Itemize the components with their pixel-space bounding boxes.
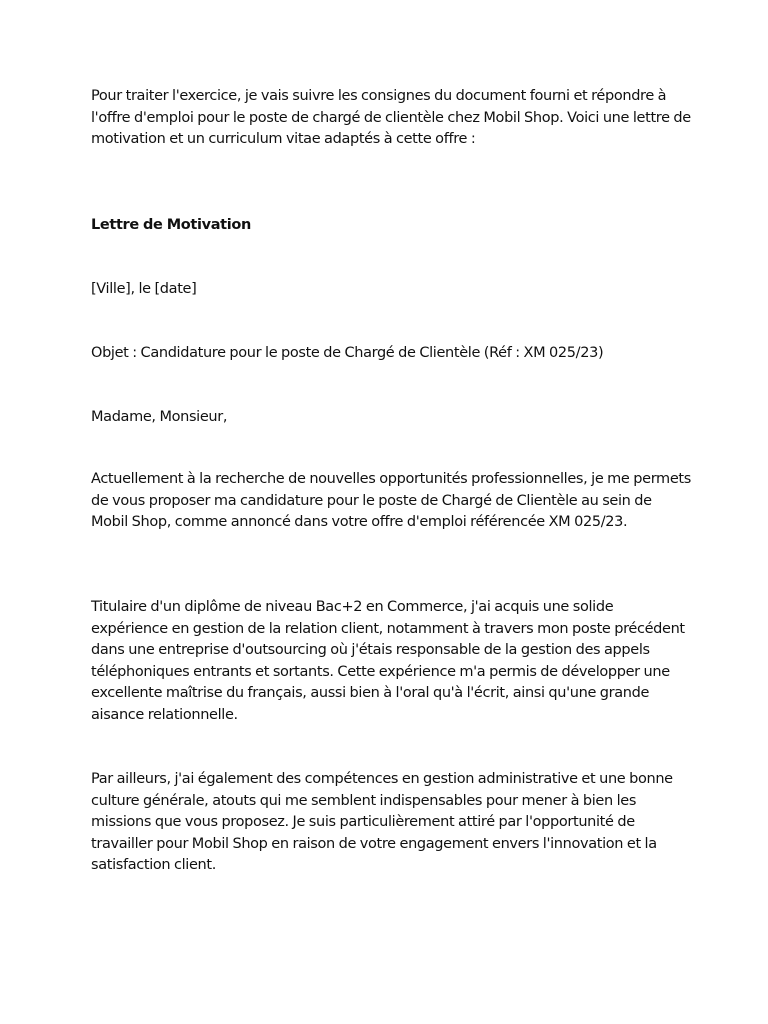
place-date: [Ville], le [date] (91, 281, 197, 297)
salutation: Madame, Monsieur, (91, 409, 228, 425)
intro-paragraph: Pour traiter l'exercice, je vais suivre les consignes du document fourni et répondre à l'offre d'emploi pour le poste de chargé de clientèle chez Mobil Shop. Voici une lettre de motivation et un curriculum vitae adaptés à cette offre : (91, 88, 691, 147)
letter-heading: Lettre de Motivation (91, 217, 251, 233)
subject-line: Objet : Candidature pour le poste de Chargé de Clientèle (Réf : XM 025/23) (91, 345, 604, 361)
body-paragraph-1: Actuellement à la recherche de nouvelles opportunités professionnelles, je me permets de vous proposer ma candidature pour le poste de Chargé de Clientèle au sein de Mobil Shop, comme annoncé dans votre offre d'emploi référencée XM 025/23. (91, 471, 691, 530)
body-paragraph-3: Par ailleurs, j'ai également des compétences en gestion administrative et une bonne culture générale, atouts qui me semblent indispensables pour mener à bien les missions que vous proposez. Je suis particulièrement attiré par l'opportunité de travailler pour Mobil Shop en raison de votre engagement envers l'innovation et la satisfaction client. (91, 771, 673, 873)
body-paragraph-2: Titulaire d'un diplôme de niveau Bac+2 en Commerce, j'ai acquis une solide expérience en gestion de la relation client, notamment à travers mon poste précédent dans une entreprise d'outsourcing où j'étais responsable de la gestion des appels téléphoniques entrants et sortants. Cette expérience m'a permis de développer une excellente maîtrise du français, aussi bien à l'oral qu'à l'écrit, ainsi qu'une grande aisance relationnelle. (91, 599, 685, 723)
